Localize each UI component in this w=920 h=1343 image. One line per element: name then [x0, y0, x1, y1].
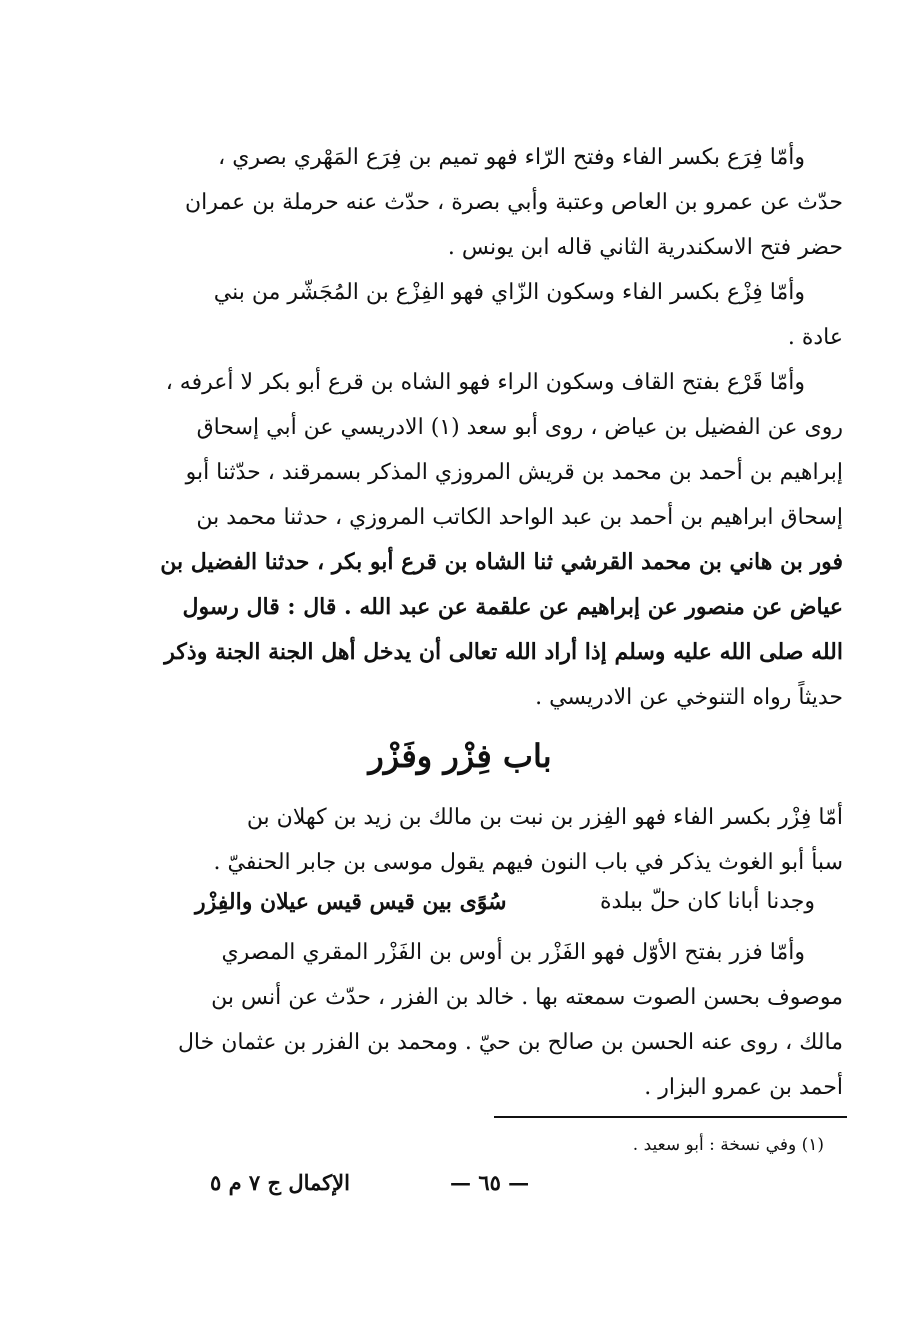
text-line: حديثاً رواه التنوخي عن الادريسي .	[535, 685, 843, 710]
text-line: أمّا فِزْر بكسر الفاء فهو الفِزر بن نبت بن مالك بن زيد بن كهلان بن	[246, 805, 843, 830]
footnote-divider	[494, 1116, 847, 1118]
text-line: روى عن الفضيل بن عياض ، روى أبو سعد (١) الادريسي عن أبي إسحاق	[196, 415, 843, 440]
poetry-verse	[195, 880, 815, 924]
text-line: فور بن هاني بن محمد القرشي ثنا الشاه بن قرع أبو بكر ، حدثنا الفضيل بن	[160, 549, 843, 575]
text-line: موصوف بحسن الصوت سمعته بها . خالد بن الفزر ، حدّث عن أنس بن	[211, 985, 843, 1010]
text-line: إسحاق ابراهيم بن أحمد بن عبد الواحد الكاتب المروزي ، حدثنا محمد بن	[196, 505, 843, 530]
page-footer	[0, 1165, 920, 1205]
text-line: مالك ، روى عنه الحسن بن صالح بن حيّ . ومحمد بن الفزر بن عثمان خال	[177, 1030, 843, 1055]
text-line: أحمد بن عمرو البزار .	[644, 1075, 843, 1100]
verse-hemistich-second: سُوًى بين قيس قيس عيلان والفِزْر	[195, 889, 507, 915]
text-line: سبأ أبو الغوث يذكر في باب النون فيهم يقول موسى بن جابر الحنفيّ .	[213, 850, 843, 875]
page-number: — ٦٥ —	[450, 1170, 530, 1195]
text-line: عادة .	[787, 325, 843, 350]
text-line: عياض عن منصور عن إبراهيم عن علقمة عن عبد الله . قال : قال رسول	[182, 594, 843, 620]
text-line: وأمّا فزر بفتح الأوّل فهو الفَزْر بن أوس بن الفَزْر المقري المصري	[221, 940, 805, 965]
verse-hemistich-first: وجدنا أبانا كان حلّ ببلدة	[599, 889, 815, 914]
body-text-section-2	[175, 795, 843, 1110]
text-line: وأمّا فِزْع بكسر الفاء وسكون الزّاي فهو الفِزْع بن المُجَشّر من بني	[213, 280, 805, 305]
text-line: الله صلى الله عليه وسلم إذا أراد الله تعالى أن يدخل أهل الجنة الجنة وذكر	[164, 639, 843, 665]
footnote: (١) وفي نسخة : أبو سعيد .	[632, 1135, 824, 1155]
section-heading: باب فِزْر وفَزْر	[368, 737, 552, 775]
text-line: وأمّا قَرْع بفتح القاف وسكون الراء فهو الشاه بن قرع أبو بكر لا أعرفه ،	[165, 370, 805, 395]
text-line: حضر فتح الاسكندرية الثاني قاله ابن يونس .	[447, 235, 843, 260]
text-line: وأمّا فِرَع بكسر الفاء وفتح الرّاء فهو تميم بن فِرَع المَهْري بصري ،	[218, 145, 805, 170]
text-line: إبراهيم بن أحمد بن محمد بن قريش المروزي المذكر بسمرقند ، حدّثنا أبو	[185, 460, 843, 485]
text-line: حدّث عن عمرو بن العاص وعتبة وأبي بصرة ، حدّث عنه حرملة بن عمران	[185, 190, 843, 215]
running-title: الإكمال ج ٧ م ٥	[210, 1170, 350, 1195]
body-text-section-1	[160, 135, 843, 720]
